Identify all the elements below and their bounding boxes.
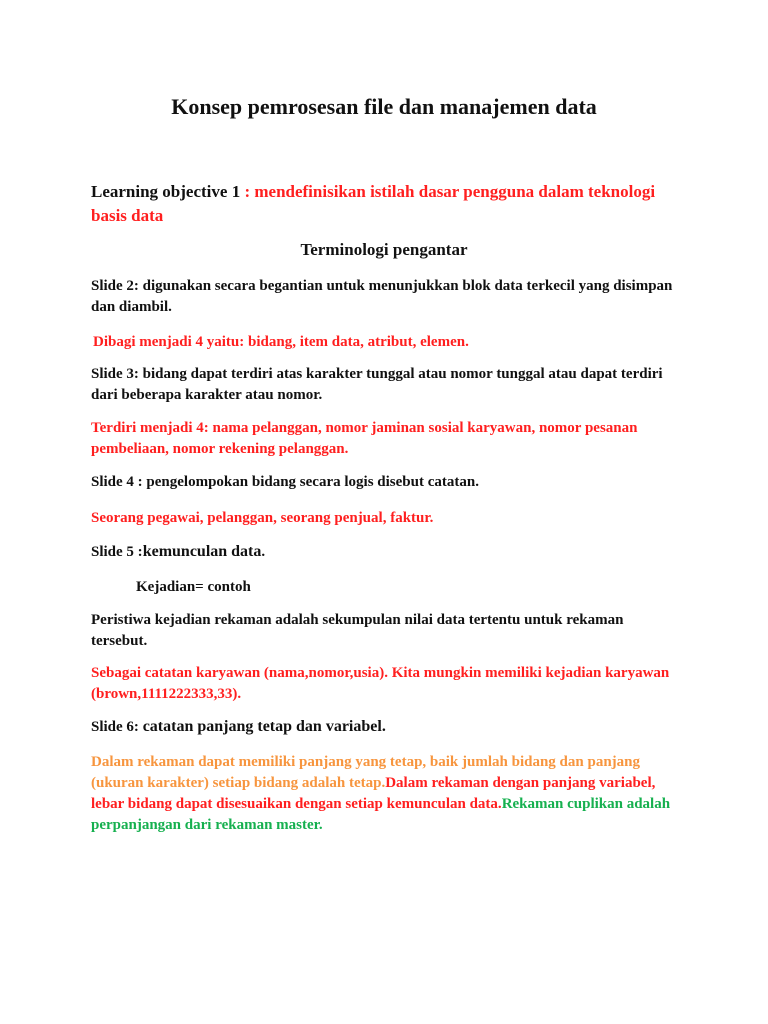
slide6-note — [91, 752, 681, 836]
slide2-text: Slide 2: digunakan secara begantian untuk menunjukkan blok data terkecil yang disimpan dan diambil. — [91, 278, 673, 315]
slide6-heading-text: catatan panjang tetap dan variabel. — [142, 718, 386, 735]
slide2-note: Dibagi menjadi 4 yaitu: bidang, item data, atribut, elemen. — [93, 334, 469, 350]
slide4-text: Slide 4 : pengelompokan bidang secara logis disebut catatan. — [91, 474, 479, 490]
slide6-label: Slide 6: — [91, 719, 143, 735]
learning-objective-text: : mendefinisikan istilah dasar pengguna dalam teknologi basis data — [91, 182, 656, 225]
slide5-period: . — [261, 544, 266, 560]
slide6-note-orange: Dalam rekaman dapat memiliki panjang yang tetap, baik jumlah bidang dan panjang (ukuran karakter) setiap bidang adalah tetap. — [91, 754, 641, 791]
slide5-heading-text: kemunculan data — [142, 543, 262, 560]
slide3-note: Terdiri menjadi 4: nama pelanggan, nomor jaminan sosial karyawan, nomor pesanan pembeliaan, nomor rekening pelanggan. — [91, 420, 638, 457]
slide5-sub: Kejadian= contoh — [136, 579, 251, 595]
slide6-note-red: Dalam rekaman dengan panjang variabel, lebar bidang dapat disesuaikan dengan setiap kemunculan data. — [91, 775, 656, 812]
slide5-note: Sebagai catatan karyawan (nama,nomor,usia). Kita mungkin memiliki kejadian karyawan (brown,1111222333,33). — [91, 665, 670, 702]
slide6-heading — [91, 716, 681, 738]
learning-objective — [91, 180, 681, 228]
slide3-text: Slide 3: bidang dapat terdiri atas karakter tunggal atau nomor tunggal atau dapat terdiri dari beberapa karakter atau nomor. — [91, 366, 663, 403]
slide5-text: Peristiwa kejadian rekaman adalah sekumpulan nilai data tertentu untuk rekaman tersebut. — [91, 612, 624, 649]
section-subtitle: Terminologi pengantar — [300, 240, 468, 259]
learning-objective-label: Learning objective 1 — [91, 182, 245, 201]
slide6-note-green: Rekaman cuplikan adalah perpanjangan dari rekaman master. — [91, 796, 671, 833]
document-title: Konsep pemrosesan file dan manajemen data — [171, 94, 597, 119]
slide4-note: Seorang pegawai, pelanggan, seorang penjual, faktur. — [91, 510, 434, 526]
slide5-label: Slide 5 : — [91, 544, 143, 560]
slide5-heading — [91, 541, 681, 563]
